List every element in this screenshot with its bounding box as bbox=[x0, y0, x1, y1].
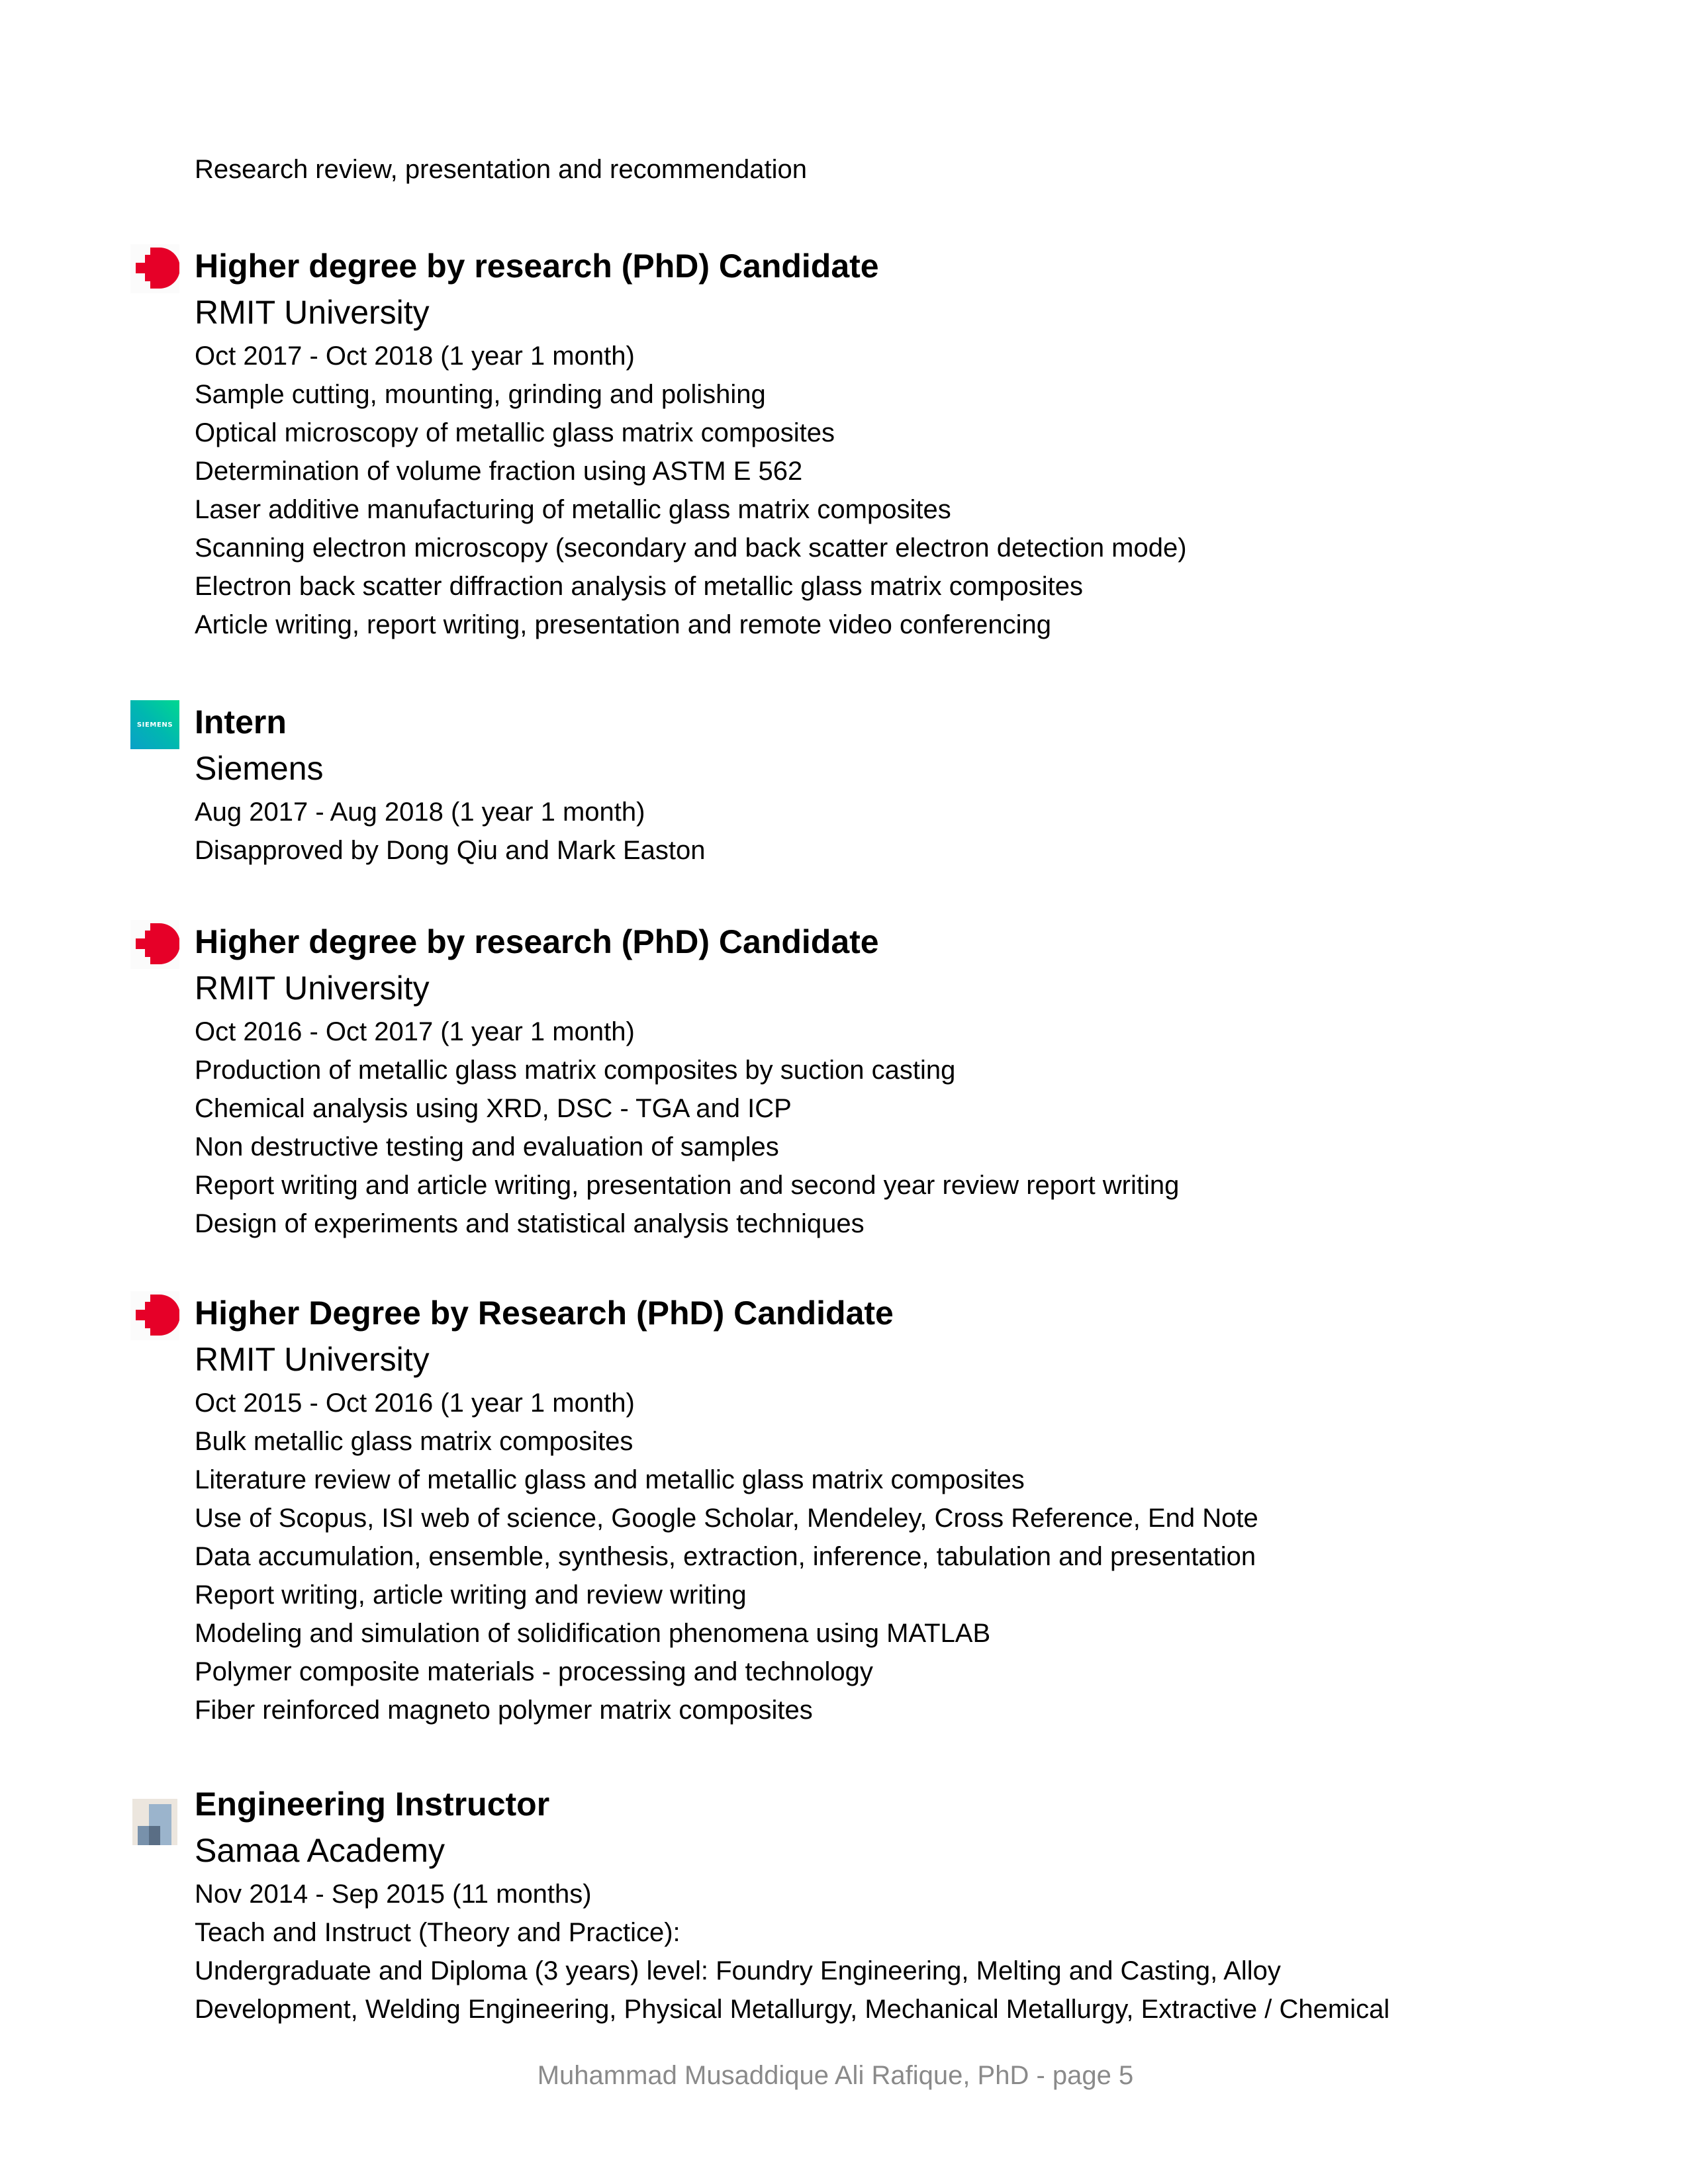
siemens-logo-text: SIEMENS bbox=[136, 721, 173, 729]
job-title: Higher Degree by Research (PhD) Candidate bbox=[195, 1295, 894, 1332]
logo-bar-overlap bbox=[149, 1826, 160, 1845]
experience-entry bbox=[195, 919, 1179, 1243]
entry-item: Polymer composite materials - processing and technology bbox=[195, 1657, 873, 1686]
entry-item: Sample cutting, mounting, grinding and polishing bbox=[195, 380, 766, 409]
entry-item: Data accumulation, ensemble, synthesis, extraction, inference, tabulation and presentation bbox=[195, 1542, 1256, 1571]
entry-item: Article writing, report writing, presentation and remote video conferencing bbox=[195, 610, 1051, 639]
entry-item: Development, Welding Engineering, Physical Metallurgy, Mechanical Metallurgy, Extractive / Chemical bbox=[195, 1995, 1390, 2024]
entry-item: Scanning electron microscopy (secondary and back scatter electron detection mode) bbox=[195, 533, 1187, 563]
company-name: RMIT University bbox=[195, 1341, 430, 1378]
entry-item: Teach and Instruct (Theory and Practice): bbox=[195, 1918, 680, 1947]
experience-entry bbox=[195, 699, 706, 870]
entry-item: Design of experiments and statistical analysis techniques bbox=[195, 1209, 865, 1238]
page-footer: Muhammad Musaddique Ali Rafique, PhD - page 5 bbox=[537, 2061, 1134, 2090]
entry-item: Electron back scatter diffraction analysis of metallic glass matrix composites bbox=[195, 572, 1084, 601]
samaa-academy-logo-icon bbox=[132, 1799, 177, 1845]
entry-item: Disapproved by Dong Qiu and Mark Easton bbox=[195, 836, 706, 865]
company-name: Samaa Academy bbox=[195, 1832, 445, 1869]
experience-entry bbox=[195, 1781, 1389, 2028]
job-title: Higher degree by research (PhD) Candidate bbox=[195, 923, 879, 960]
entry-item: Production of metallic glass matrix composites by suction casting bbox=[195, 1056, 956, 1085]
entry-item: Report writing, article writing and review writing bbox=[195, 1580, 747, 1610]
entry-item: Laser additive manufacturing of metallic glass matrix composites bbox=[195, 495, 951, 524]
job-title: Higher degree by research (PhD) Candidate bbox=[195, 248, 879, 285]
rmit-logo-icon bbox=[130, 1291, 179, 1340]
entry-item: Non destructive testing and evaluation of samples bbox=[195, 1132, 779, 1161]
company-name: Siemens bbox=[195, 750, 324, 787]
entry-item: Report writing and article writing, presentation and second year review report writing bbox=[195, 1171, 1180, 1200]
entry-item: Determination of volume fraction using ASTM E 562 bbox=[195, 457, 803, 486]
experience-entry bbox=[195, 1290, 1258, 1729]
previous-entry-item: Research review, presentation and recommendation bbox=[195, 155, 807, 184]
rmit-logo-icon bbox=[130, 244, 179, 293]
date-range: Oct 2017 - Oct 2018 (1 year 1 month) bbox=[195, 341, 635, 371]
entry-item: Use of Scopus, ISI web of science, Google Scholar, Mendeley, Cross Reference, End Note bbox=[195, 1504, 1258, 1533]
entry-item: Chemical analysis using XRD, DSC - TGA and ICP bbox=[195, 1094, 792, 1123]
company-name: RMIT University bbox=[195, 970, 430, 1007]
job-title: Engineering Instructor bbox=[195, 1786, 550, 1823]
date-range: Nov 2014 - Sep 2015 (11 months) bbox=[195, 1880, 592, 1909]
entry-item: Optical microscopy of metallic glass matrix composites bbox=[195, 418, 835, 447]
date-range: Oct 2016 - Oct 2017 (1 year 1 month) bbox=[195, 1017, 635, 1046]
date-range: Aug 2017 - Aug 2018 (1 year 1 month) bbox=[195, 797, 645, 827]
job-title: Intern bbox=[195, 704, 287, 741]
rmit-logo-icon bbox=[130, 920, 179, 969]
entry-item: Literature review of metallic glass and metallic glass matrix composites bbox=[195, 1465, 1025, 1494]
entry-item: Bulk metallic glass matrix composites bbox=[195, 1427, 633, 1456]
company-name: RMIT University bbox=[195, 294, 430, 331]
entry-item: Fiber reinforced magneto polymer matrix composites bbox=[195, 1696, 813, 1725]
experience-entry bbox=[195, 243, 1187, 644]
entry-item: Modeling and simulation of solidification phenomena using MATLAB bbox=[195, 1619, 991, 1648]
entry-item: Undergraduate and Diploma (3 years) level: Foundry Engineering, Melting and Casting, Alloy bbox=[195, 1956, 1281, 1985]
date-range: Oct 2015 - Oct 2016 (1 year 1 month) bbox=[195, 1388, 635, 1418]
siemens-logo-icon bbox=[130, 700, 179, 749]
